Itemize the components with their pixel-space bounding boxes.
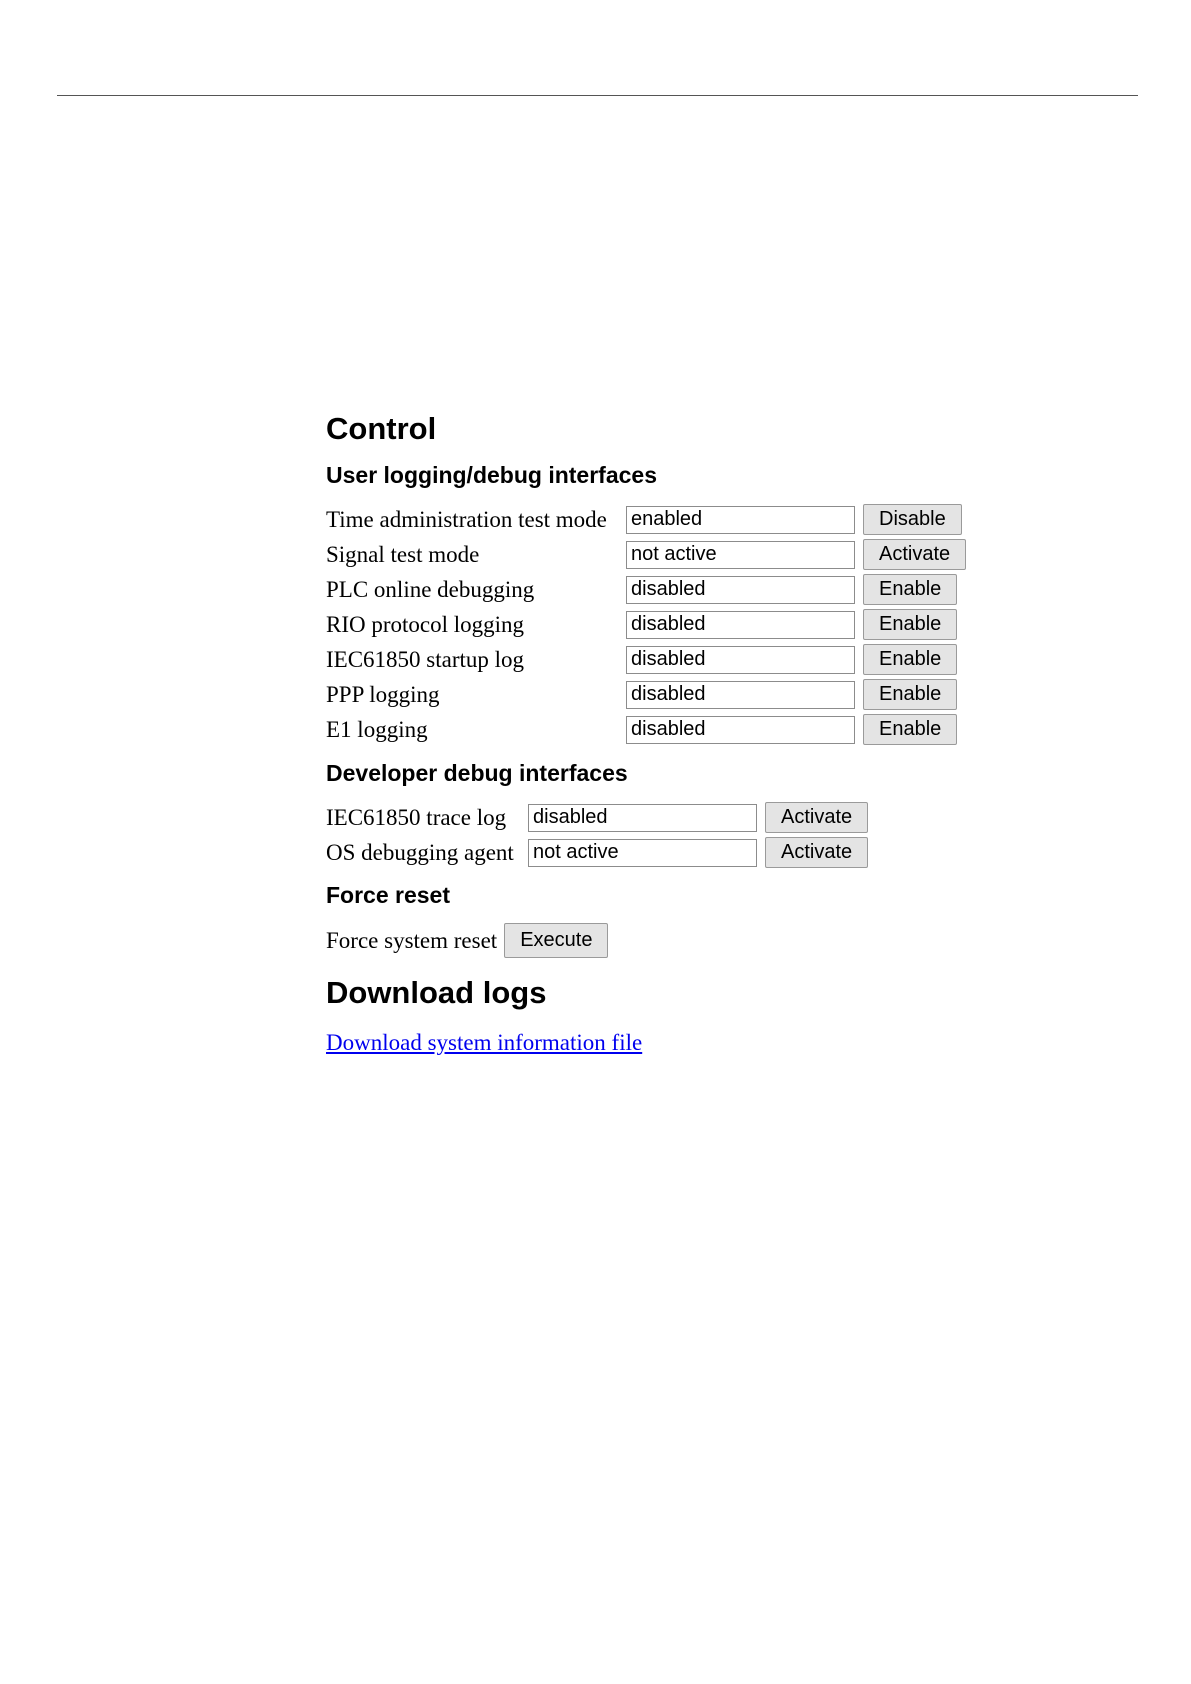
row-label: PPP logging: [326, 681, 440, 707]
status-field[interactable]: [626, 716, 855, 744]
activate-button[interactable]: Activate: [765, 802, 868, 833]
status-field[interactable]: [626, 681, 855, 709]
row-label: Force system reset: [326, 927, 498, 953]
developer-interfaces-list: [326, 800, 966, 870]
row-iec61850-startup-log: [326, 642, 966, 677]
row-os-debugging-agent: [326, 835, 966, 870]
download-logs-heading: Download logs: [326, 975, 547, 1010]
user-interfaces-list: [326, 502, 966, 747]
row-signal-test-mode: [326, 537, 966, 572]
enable-button[interactable]: Enable: [863, 714, 957, 745]
row-label: Signal test mode: [326, 541, 480, 567]
activate-button[interactable]: Activate: [863, 539, 966, 570]
enable-button[interactable]: Enable: [863, 644, 957, 675]
user-interfaces-heading: User logging/debug interfaces: [326, 462, 657, 488]
control-heading: Control: [326, 411, 437, 446]
status-field[interactable]: [626, 576, 855, 604]
row-label: E1 logging: [326, 716, 428, 742]
status-field[interactable]: [626, 611, 855, 639]
status-field[interactable]: [626, 541, 855, 569]
developer-interfaces-heading: Developer debug interfaces: [326, 760, 628, 786]
row-label: OS debugging agent: [326, 839, 514, 865]
enable-button[interactable]: Enable: [863, 679, 957, 710]
row-iec61850-trace-log: [326, 800, 966, 835]
row-label: PLC online debugging: [326, 576, 535, 602]
row-label: Time administration test mode: [326, 506, 607, 532]
row-time-admin-test-mode: [326, 502, 966, 537]
activate-button[interactable]: Activate: [765, 837, 868, 868]
status-field[interactable]: [528, 839, 757, 867]
execute-button[interactable]: Execute: [504, 923, 608, 958]
row-label: RIO protocol logging: [326, 611, 525, 637]
enable-button[interactable]: Enable: [863, 609, 957, 640]
top-divider: [57, 95, 1138, 96]
row-plc-online-debugging: [326, 572, 966, 607]
row-e1-logging: [326, 712, 966, 747]
download-system-info-link[interactable]: Download system information file: [326, 1030, 643, 1055]
force-reset-heading: Force reset: [326, 882, 451, 908]
row-ppp-logging: [326, 677, 966, 712]
status-field[interactable]: [626, 646, 855, 674]
status-field[interactable]: [626, 506, 855, 534]
row-label: IEC61850 trace log: [326, 804, 507, 830]
force-reset-section: [326, 923, 966, 958]
row-rio-protocol-logging: [326, 607, 966, 642]
control-panel: [326, 408, 966, 1056]
row-force-system-reset: [326, 923, 966, 958]
status-field[interactable]: [528, 804, 757, 832]
row-label: IEC61850 startup log: [326, 646, 525, 672]
disable-button[interactable]: Disable: [863, 504, 962, 535]
enable-button[interactable]: Enable: [863, 574, 957, 605]
